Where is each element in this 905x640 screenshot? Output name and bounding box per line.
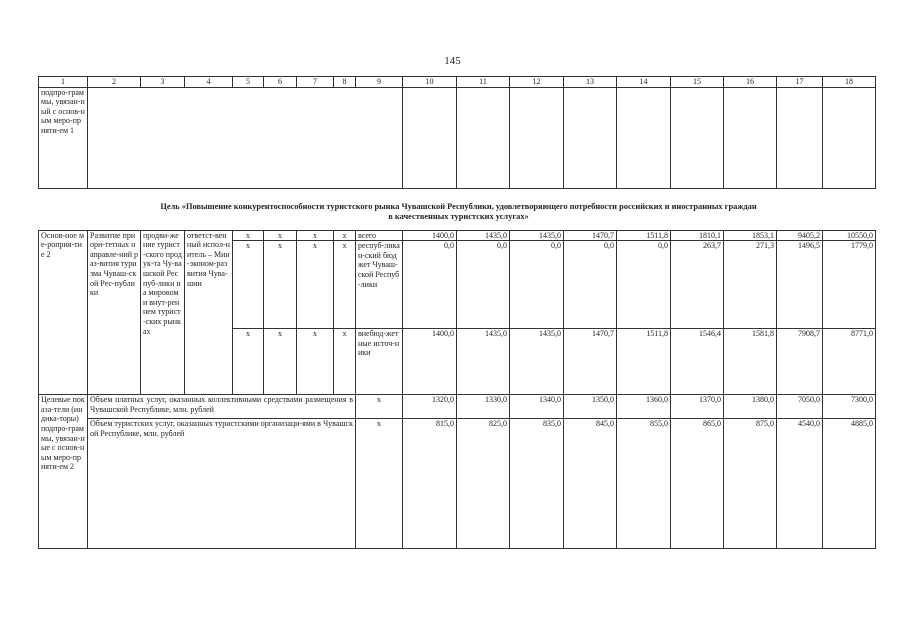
value-cell: 1546,4: [671, 329, 724, 395]
x-mark: x: [334, 329, 356, 395]
value-cell: 1435,0: [457, 329, 510, 395]
funding-source: всего: [356, 230, 403, 241]
empty-cell: [671, 87, 724, 188]
main-event-name: Развитие приори-тетных направле-ний раз-вития туризма Чуваш-ской Рес-публики: [88, 230, 141, 395]
value-cell: 1853,1: [724, 230, 777, 241]
value-cell: 1779,0: [823, 241, 876, 329]
value-cell: 1496,5: [777, 241, 823, 329]
value-cell: 263,7: [671, 241, 724, 329]
empty-cell: [564, 87, 617, 188]
column-number: 6: [264, 77, 297, 88]
value-cell: 10550,0: [823, 230, 876, 241]
value-cell: 1380,0: [724, 395, 777, 419]
value-cell: 0,0: [510, 241, 564, 329]
column-number: 2: [88, 77, 141, 88]
value-cell: 1340,0: [510, 395, 564, 419]
value-cell: 1470,7: [564, 329, 617, 395]
value-cell: 271,3: [724, 241, 777, 329]
goal-title-line1: Цель «Повышение конкурентоспособности туристского рынка Чувашской Республики, удовлетворяющего потребности российских и иностранных граждан: [160, 202, 757, 211]
value-cell: 1320,0: [403, 395, 457, 419]
column-number: 17: [777, 77, 823, 88]
value-cell: 4885,0: [823, 419, 876, 549]
empty-cell: [617, 87, 671, 188]
column-number: 1: [39, 77, 88, 88]
empty-cell: [457, 87, 510, 188]
main-event-description: продви-жение турист-ского продук-та Чу-вашской Респуб-лики на мировом и внут-реннем турист-ских рынках: [141, 230, 185, 395]
empty-cell: [823, 87, 876, 188]
x-mark: x: [297, 241, 334, 329]
continued-row: [39, 87, 876, 188]
target-row-tourist-services: [39, 419, 876, 549]
value-cell: 1360,0: [617, 395, 671, 419]
value-cell: 845,0: [564, 419, 617, 549]
value-cell: 0,0: [617, 241, 671, 329]
x-mark: x: [264, 230, 297, 241]
program-table: [38, 76, 876, 549]
value-cell: 1435,0: [510, 329, 564, 395]
value-cell: 7300,0: [823, 395, 876, 419]
value-cell: 865,0: [671, 419, 724, 549]
column-number-row: [39, 77, 876, 88]
column-number: 7: [297, 77, 334, 88]
value-cell: 825,0: [457, 419, 510, 549]
value-cell: 1435,0: [510, 230, 564, 241]
value-cell: 0,0: [457, 241, 510, 329]
value-cell: 1511,8: [617, 329, 671, 395]
main-event-responsible: ответст-венный испол-нитель – Мин-эконом-развития Чува-шии: [185, 230, 233, 395]
targets-label: Целевые показа-тели (индика-торы) подпро-граммы, увязан-ные с основ-ным меро-прияти-ем 2: [39, 395, 88, 549]
column-number: 10: [403, 77, 457, 88]
goal-title-line2: в качественных туристских услугах»: [388, 212, 529, 221]
column-number: 15: [671, 77, 724, 88]
value-cell: 835,0: [510, 419, 564, 549]
value-cell: 1400,0: [403, 230, 457, 241]
column-number: 3: [141, 77, 185, 88]
column-number: 8: [334, 77, 356, 88]
x-mark: x: [297, 329, 334, 395]
value-cell: 1470,7: [564, 230, 617, 241]
empty-cell: [777, 87, 823, 188]
column-number: 11: [457, 77, 510, 88]
target-name: Объем туристских услуг, оказанных туристскими организаци-ями в Чувашской Республике, млн. рублей: [88, 419, 356, 549]
value-cell: 4540,0: [777, 419, 823, 549]
empty-cell: [510, 87, 564, 188]
x-mark: x: [334, 230, 356, 241]
value-cell: 875,0: [724, 419, 777, 549]
page-number: 145: [444, 55, 461, 67]
empty-cell: [724, 87, 777, 188]
value-cell: 8771,0: [823, 329, 876, 395]
empty-cell: [403, 87, 457, 188]
column-number: 12: [510, 77, 564, 88]
x-mark: x: [264, 329, 297, 395]
x-mark: x: [233, 230, 264, 241]
x-mark: x: [264, 241, 297, 329]
x-mark: x: [356, 395, 403, 419]
target-name: Объем платных услуг, оказанных коллективными средствами размещения в Чувашской Республике, млн. рублей: [88, 395, 356, 419]
column-number: 14: [617, 77, 671, 88]
column-number: 5: [233, 77, 264, 88]
column-number: 9: [356, 77, 403, 88]
x-mark: x: [356, 419, 403, 549]
continued-row-label: подпро-граммы, увязан-ный с основ-ным меро-прияти-ем 1: [39, 87, 88, 188]
funding-source: респуб-ликан-ский бюджет Чуваш-ской Респуб-лики: [356, 241, 403, 329]
value-cell: 0,0: [403, 241, 457, 329]
column-number: 18: [823, 77, 876, 88]
funding-source: внебюд-жетные источ-ники: [356, 329, 403, 395]
value-cell: 1350,0: [564, 395, 617, 419]
value-cell: 1400,0: [403, 329, 457, 395]
main-event-label: Основ-ное ме-роприя-тие 2: [39, 230, 88, 395]
x-mark: x: [233, 329, 264, 395]
value-cell: 1435,0: [457, 230, 510, 241]
x-mark: x: [233, 241, 264, 329]
value-cell: 1370,0: [671, 395, 724, 419]
value-cell: 7908,7: [777, 329, 823, 395]
empty-cell: [88, 87, 403, 188]
value-cell: 815,0: [403, 419, 457, 549]
value-cell: 1330,0: [457, 395, 510, 419]
value-cell: 7050,0: [777, 395, 823, 419]
value-cell: 1511,8: [617, 230, 671, 241]
column-number: 16: [724, 77, 777, 88]
value-cell: 0,0: [564, 241, 617, 329]
main-event-row-total: [39, 230, 876, 241]
column-number: 4: [185, 77, 233, 88]
value-cell: 1581,8: [724, 329, 777, 395]
x-mark: x: [334, 241, 356, 329]
value-cell: 855,0: [617, 419, 671, 549]
column-number: 13: [564, 77, 617, 88]
value-cell: 1810,1: [671, 230, 724, 241]
value-cell: 9405,2: [777, 230, 823, 241]
goal-title: [38, 202, 879, 222]
x-mark: x: [297, 230, 334, 241]
target-row-paid-services: [39, 395, 876, 419]
